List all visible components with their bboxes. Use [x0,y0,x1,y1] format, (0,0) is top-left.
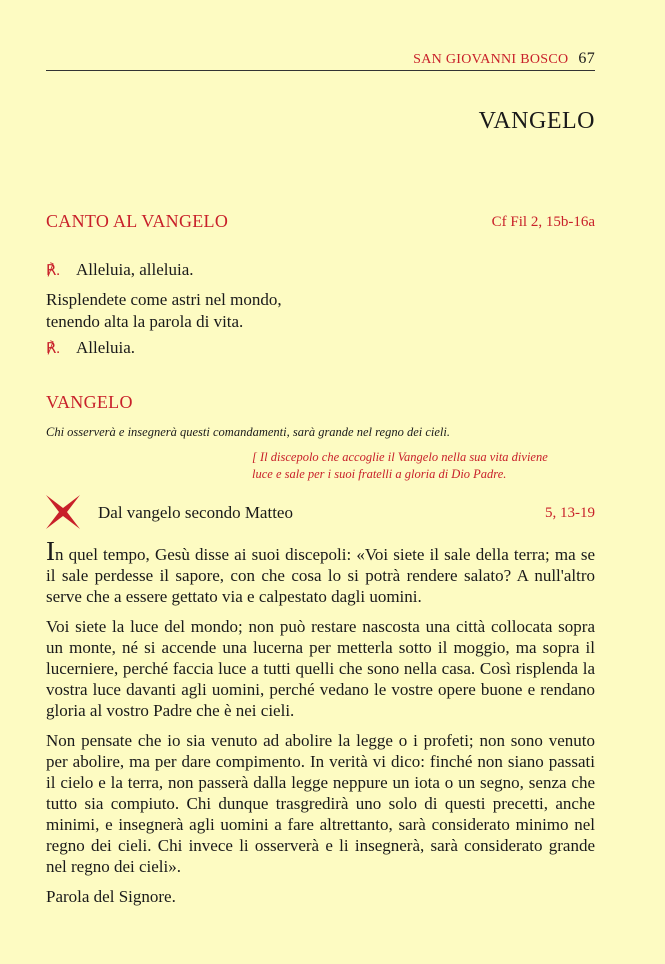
motto-line: luce e sale per i suoi fratelli a gloria di Dio Padre. [252,467,507,481]
vangelo-heading: VANGELO [46,392,133,412]
bracket-mark: [ [252,450,257,464]
gospel-reference: 5, 13-19 [545,505,595,521]
gospel-paragraph: Voi siete la luce del mondo; non può restare nascosta una città collocata sopra un monte, né si accende una lucerna per metterla sotto il moggio, ma sopra il lucerniere, perché faccia luce a tutti quelli che sono nella casa. Così risplenda la vostra luce davanti agli uomini, perché vedano le vostre opere buone e rendano gloria al vostro Padre che è nei cieli. [46,617,595,720]
paragraph-text: n quel tempo, Gesù disse ai suoi discepoli: «Voi siete il sale della terra; ma se il sale perdesse il sapore, con che cosa lo si potrà rendere salato? A null'altro serve che a essere gettato via e calpestato dagli uomini. [46,545,595,606]
motto-line-text: Il discepolo che accoglie il Vangelo nella sua vita diviene [260,450,548,464]
verse-line: Risplendete come astri nel mondo, [46,290,282,309]
header-rule [46,70,595,71]
gospel-antiphon: Chi osserverà e insegnerà questi comandamenti, sarà grande nel regno dei cieli. [46,425,450,439]
canto-title: CANTO AL VANGELO [46,211,229,231]
response-2 [46,337,135,360]
drop-cap: I [46,536,55,566]
gospel-paragraph: Non pensate che io sia venuto ad abolire la legge o i profeti; non sono venuto per abolire, ma per dare compimento. In verità vi dico: finché non siano passati il cielo e la terra, non passerà dalla legge neppure un iota o un segno, senza che tutto sia compiuto. Chi dunque trasgredirà uno solo di questi precetti, anche minimi, e insegnerà agli uomini a fare altrettanto, sarà considerato minimo nel regno dei cieli. Chi invece li osserverà e li insegnerà, sarà considerato grande nel regno dei cieli». [46,731,595,876]
canto-reference: Cf Fil 2, 15b-16a [491,214,595,230]
response-2-text: Alleluia. [76,338,136,357]
page-number: 67 [578,50,595,67]
gospel-text [46,536,595,916]
motto-line [252,449,597,466]
maltese-cross-icon [46,495,80,529]
response-symbol: ℟. [46,341,61,357]
response-symbol: ℟. [46,263,61,279]
verse-line: tenendo alta la parola di vita. [46,312,244,331]
section-title: VANGELO [478,108,595,134]
gospel-intro: Dal vangelo secondo Matteo [98,503,293,522]
response-1 [46,259,194,282]
acclamation-verse [46,289,282,333]
running-title: SAN GIOVANNI BOSCO [413,52,569,67]
gospel-motto [252,449,597,483]
running-header [46,50,595,68]
response-1-text: Alleluia, alleluia. [76,260,194,279]
gospel-paragraph [46,536,595,607]
closing-acclamation: Parola del Signore. [46,887,176,906]
